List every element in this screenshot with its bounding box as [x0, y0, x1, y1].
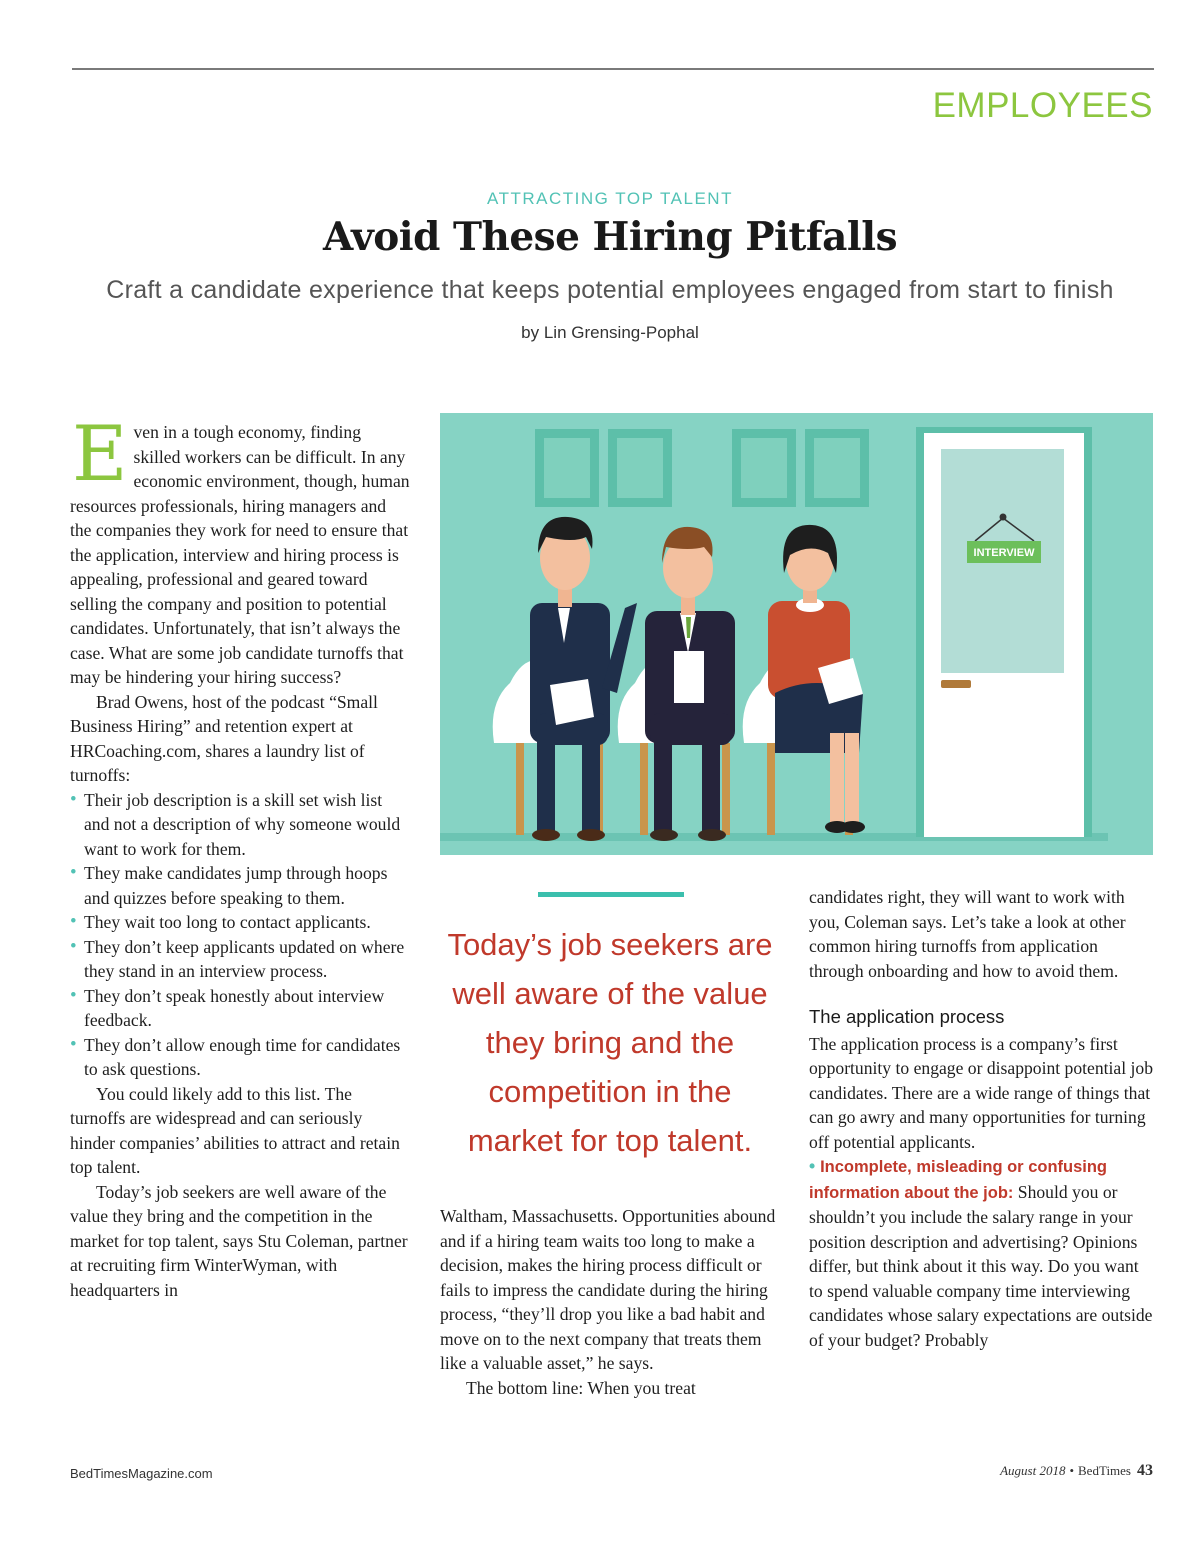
column-2 [440, 1204, 780, 1400]
bullet-item: • They don’t allow enough time for candidates to ask questions. [70, 1033, 401, 1079]
column-1 [70, 409, 410, 1302]
pullquote-rule [538, 892, 684, 897]
bullet-item: • They make candidates jump through hoops and quizzes before speaking to them. [70, 862, 388, 908]
bullet-icon: • [70, 862, 77, 883]
door-sign-text: INTERVIEW [973, 547, 1035, 559]
bullet-item: • They wait too long to contact applicants. [70, 910, 410, 935]
highlight-lead: Incomplete, misleading or confusing information about the job: [809, 1158, 1108, 1202]
bullet-icon: • [70, 788, 77, 810]
footer-website: BedTimesMagazine.com [70, 1466, 213, 1481]
article-deck: Craft a candidate experience that keeps potential employees engaged from start to finish [106, 276, 1114, 304]
paragraph: Should you or shouldn’t you include the salary range in your position description and advertising? Opinions differ, but think about it this way. Do you want to spend valuable company time interviewing candidates whose salary expectations are outside of your budget? Probably [809, 1181, 1153, 1350]
intro-paragraph: ven in a tough economy, finding skilled workers can be difficult. In any economic environment, though, human resources professionals, hiring managers and the companies they work for need to ensure that the application, interview and hiring process is appealing, professional and geared toward selling the company and position to potential candidates. Unfortunately, that isn’t always the case. What are some job candidate turnoffs that may be hindering your hiring success? [70, 422, 410, 687]
column-3 [809, 885, 1154, 1352]
footer-separator: • [1069, 1463, 1075, 1478]
bullet-icon: • [70, 984, 77, 1006]
bullet-item: • They don’t keep applicants updated on where they stand in an interview process. [70, 935, 405, 981]
paragraph: You could likely add to this list. The turnoffs are widespread and can seriously hinder companies’ abilities to attract and retain top talent. [70, 1083, 400, 1177]
bullet-item: • They don’t speak honestly about interview feedback. [70, 984, 385, 1030]
door-icon [916, 427, 1092, 837]
waiting-room-illustration [440, 413, 1153, 855]
page-number: 43 [1137, 1462, 1153, 1479]
subhead: The application process [809, 1006, 1005, 1027]
footer-folio [1000, 1462, 1153, 1480]
paragraph: candidates right, they will want to work with you, Coleman says. Let’s take a look at other common hiring turnoffs from application through onboarding and how to avoid them. [809, 887, 1126, 981]
top-rule [72, 68, 1154, 70]
bullet-icon: • [809, 1156, 821, 1176]
article-kicker: ATTRACTING TOP TALENT [487, 189, 733, 208]
drop-cap: E [72, 409, 128, 498]
section-label: EMPLOYEES [932, 86, 1153, 125]
paragraph: Today’s job seekers are well aware of the value they bring and the competition in the market for top talent, says Stu Coleman, partner at recruiting firm WinterWyman, with headquarters in [70, 1181, 408, 1300]
paragraph: The application process is a company’s first opportunity to engage or disappoint potential job candidates. There are a wide range of things that can go awry and many opportunities for turning off potential applicants. [809, 1033, 1153, 1152]
bullet-icon: • [70, 935, 77, 957]
paragraph: Brad Owens, host of the podcast “Small Business Hiring” and retention expert at HRCoaching.com, shares a laundry list of turnoffs: [70, 691, 378, 785]
bullet-item: • Their job description is a skill set wish list and not a description of why someone would want to work for them. [70, 788, 401, 859]
bullet-icon: • [70, 1033, 77, 1055]
bullet-icon: • [70, 911, 77, 932]
article-byline: by Lin Grensing-Pophal [521, 323, 699, 342]
paragraph: The bottom line: When you treat [466, 1377, 696, 1398]
footer-date: August 2018 [1000, 1463, 1066, 1478]
article-title: Avoid These Hiring Pitfalls [322, 214, 898, 260]
paragraph: Waltham, Massachusetts. Opportunities abound and if a hiring team waits too long to make a decision, makes the hiring process difficult or fails to impress the candidate during the hiring process, “they’ll drop you like a bad habit and move on to the next company that treats them like a valuable asset,” he says. [440, 1206, 776, 1373]
footer-magazine: BedTimes [1078, 1463, 1131, 1478]
pullquote: Today’s job seekers are well aware of the value they bring and the competition in the market for top talent. [447, 927, 773, 1158]
